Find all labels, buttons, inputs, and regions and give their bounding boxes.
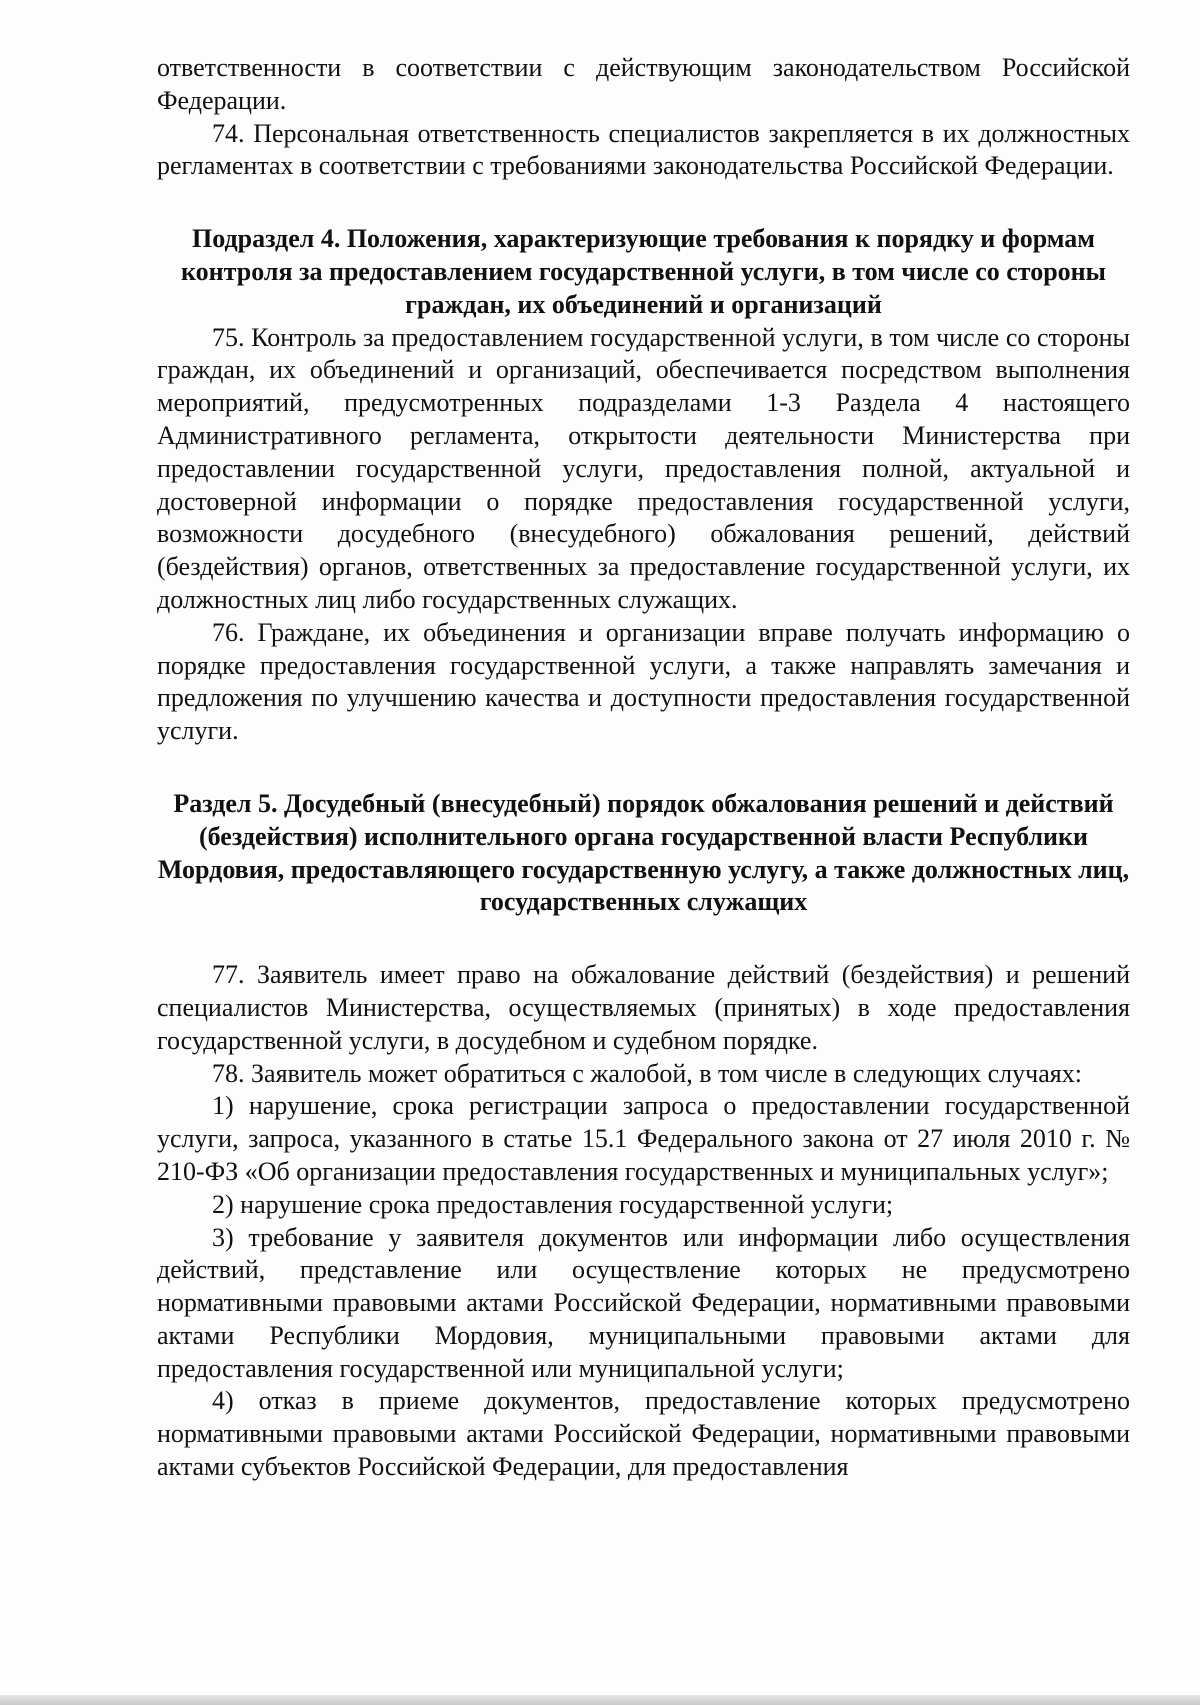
list-item-3: 3) требование у заявителя документов или информации либо осуществления действий, представление или осуществление которых не предусмотрено нормативными правовыми актами Российской Федерации, нормативными правовыми актами Республики Мордовия, муниципальными правовыми актами для предоставления государственной или муниципальной услуги;: [157, 1222, 1130, 1383]
list-item-2: 2) нарушение срока предоставления государственной услуги;: [212, 1189, 894, 1219]
document-body: [157, 52, 1130, 1484]
subsection-4-heading: Подраздел 4. Положения, характеризующие требования к порядку и формам контроля за предоставлением государственной услуги, в том числе со стороны граждан, их объединений и организаций: [181, 224, 1106, 319]
paragraph-76: 76. Граждане, их объединения и организации вправе получать информацию о порядке предоставления государственной услуги, а также направлять замечания и предложения по улучшению качества и доступности предоставления государственной услуги.: [157, 617, 1130, 746]
paragraph-78: 78. Заявитель может обратиться с жалобой, в том числе в следующих случаях:: [212, 1058, 1082, 1088]
paragraph-intro: ответственности в соответствии с действующим законодательством Российской Федерации.: [157, 53, 1130, 115]
list-item-1: 1) нарушение, срока регистрации запроса о предоставлении государственной услуги, запроса, указанного в статье 15.1 Федерального закона от 27 июля 2010 г. № 210-ФЗ «Об организации предоставления государственных и муниципальных услуг»;: [157, 1091, 1130, 1186]
paragraph-75: 75. Контроль за предоставлением государственной услуги, в том числе со стороны граждан, их объединений и организаций, обеспечивается посредством выполнения мероприятий, предусмотренных подразделами 1-3 Раздела 4 настоящего Административного регламента, открытости деятельности Министерства при предоставлении государственной услуги, предоставления полной, актуальной и достоверной информации о порядке предоставления государственной услуги, возможности досудебного (внесудебного) обжалования решений, действий (бездействия) органов, ответственных за предоставление государственной услуги, их должностных лиц либо государственных служащих.: [157, 322, 1130, 614]
list-item-4: 4) отказ в приеме документов, предоставление которых предусмотрено нормативными правовыми актами Российской Федерации, нормативными правовыми актами субъектов Российской Федерации, для предоставления: [157, 1386, 1130, 1482]
section-5-heading: Раздел 5. Досудебный (внесудебный) порядок обжалования решений и действий (бездействия) исполнительного органа государственной власти Республики Мордовия, предоставляющего государственную услугу, а также должностных лиц, государственных служащих: [157, 788, 1130, 917]
scan-bottom-edge: [0, 1695, 1200, 1705]
paragraph-74: 74. Персональная ответственность специалистов закрепляется в их должностных регламентах в соответствии с требованиями законодательства Российской Федерации.: [157, 118, 1130, 181]
paragraph-77: 77. Заявитель имеет право на обжалование действий (бездействия) и решений специалистов Министерства, осуществляемых (принятых) в ходе предоставления государственной услуги, в досудебном и судебном порядке.: [157, 960, 1130, 1055]
